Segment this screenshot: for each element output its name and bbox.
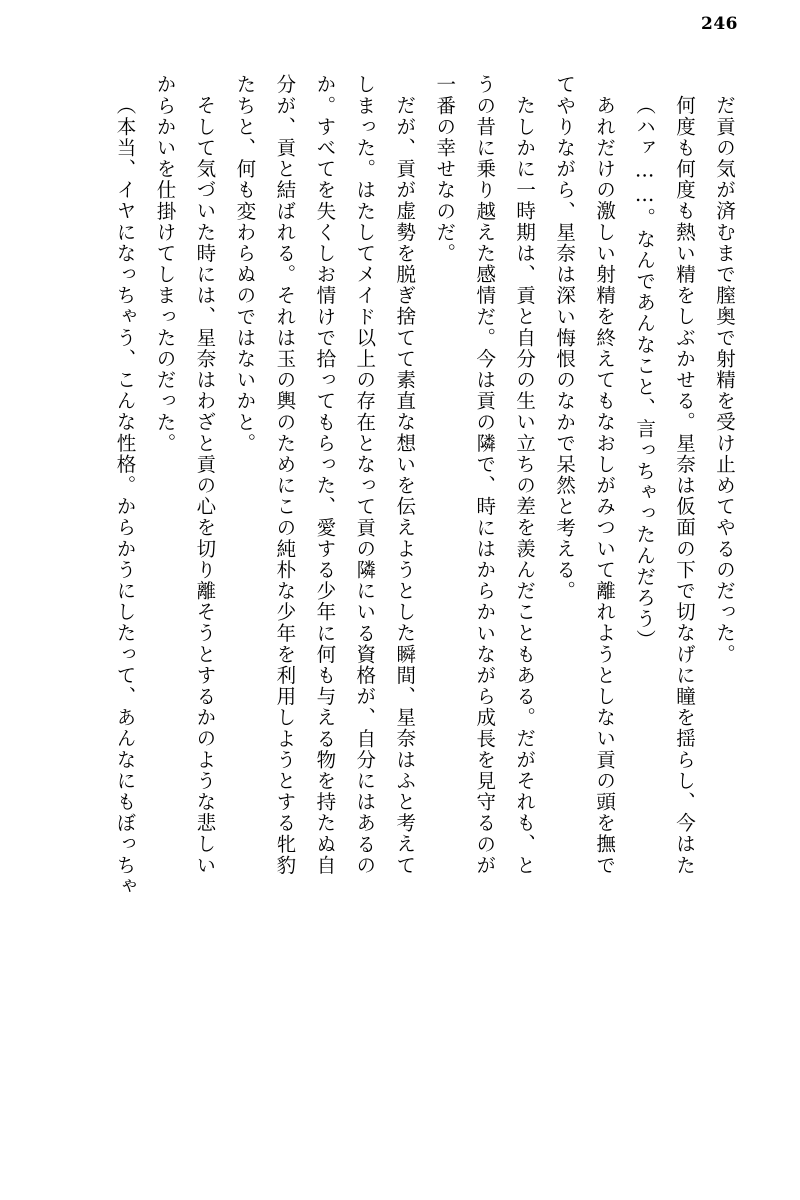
paragraph: か。すべてを失くしお情けで拾ってもらった、愛する少年に何も与える物を持たぬ自 — [313, 74, 337, 876]
paragraph: 何度も何度も熱い精をしぶかせる。星奈は仮面の下で切なげに瞳を揺らし、今はた — [673, 95, 697, 876]
paragraph: しまった。はたしてメイド以上の存在となって貢の隣にいる資格が、自分にはあるの — [353, 74, 377, 876]
body-text-block — [56, 74, 744, 1160]
paragraph: からかいを仕掛けてしまったのだった。 — [153, 74, 177, 454]
paragraph: てやりながら、星奈は深い悔恨のなかで呆然と考える。 — [553, 74, 577, 602]
paragraph: うの昔に乗り越えた感情だ。今は貢の隣で、時にはからかいながら成長を見守るのが — [473, 74, 497, 876]
paragraph: （ハァ……。なんであんなこと、言っちゃったんだろう） — [633, 95, 657, 651]
paragraph: たちと、何も変わらぬのではないかと。 — [233, 74, 257, 454]
paragraph: あれだけの激しい射精を終えてもなおしがみついて離れようとしない貢の頭を撫で — [593, 95, 617, 876]
paragraph: （本当、イヤになっちゃう、こんな性格。からかうにしたって、あんなにもぼっちゃ — [113, 95, 137, 897]
paragraph: 一番の幸せなのだ。 — [433, 74, 457, 264]
paragraph: たしかに一時期は、貢と自分の生い立ちの差を羨んだこともある。だがそれも、と — [513, 95, 537, 876]
paragraph: 分が、貢と結ばれる。それは玉の輿のためにこの純朴な少年を利用しようとする牝豹 — [273, 74, 297, 876]
page-number: 246 — [701, 14, 738, 34]
paragraph: だが、貢が虚勢を脱ぎ捨てて素直な想いを伝えようとした瞬間、星奈はふと考えて — [393, 95, 417, 876]
paragraph: だ貢の気が済むまで膣奥で射精を受け止めてやるのだった。 — [713, 95, 736, 665]
paragraph: そして気づいた時には、星奈はわざと貢の心を切り離そうとするかのような悲しい — [193, 95, 217, 876]
